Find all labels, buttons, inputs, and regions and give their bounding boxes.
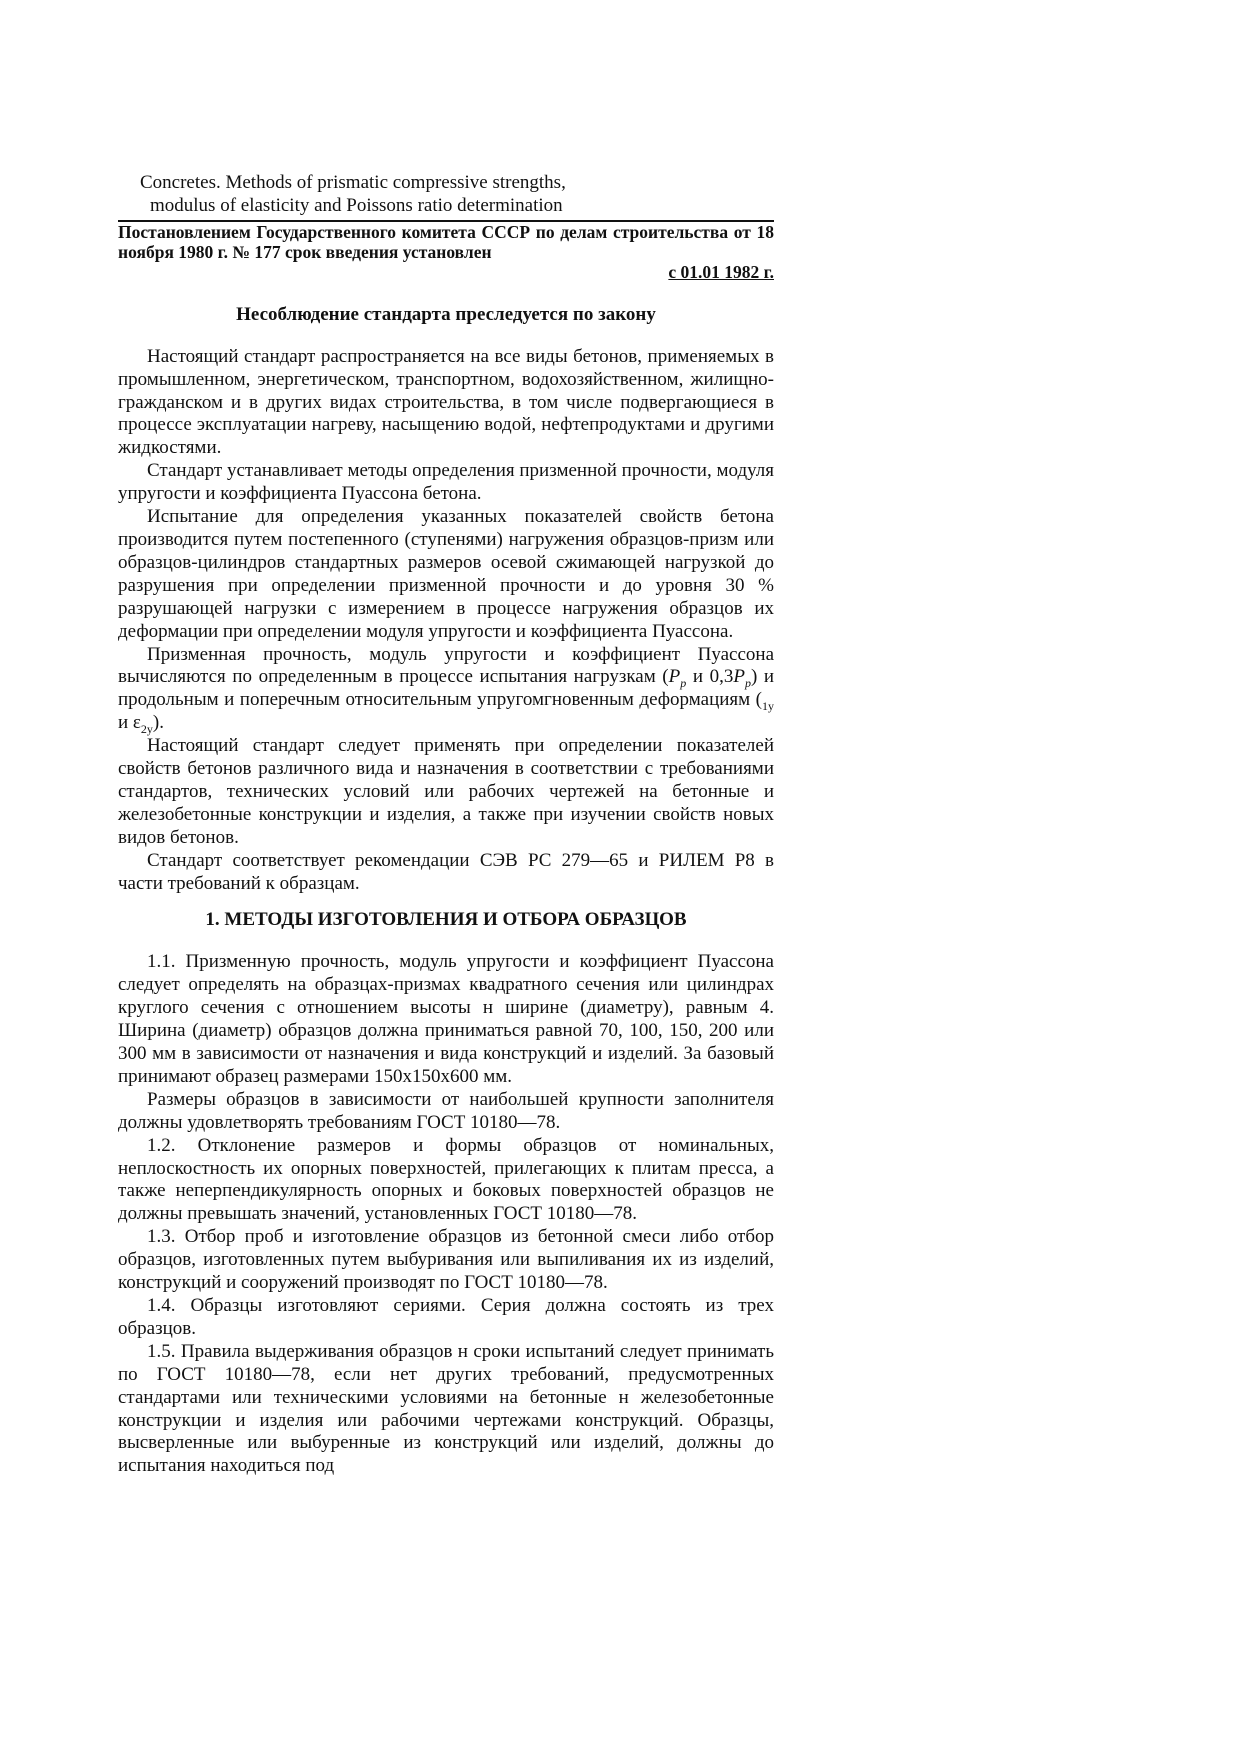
legal-notice: Несоблюдение стандарта преследуется по закону <box>236 303 656 325</box>
text-run: и ε <box>118 712 141 734</box>
intro-paragraph: Настоящий стандарт следует применять при определении показателей свойств бетонов различного вида и назначения в соответствии с требованиями стандартов, технических условий или рабочих чертежей на бетонные и железобетонные конструкции и изделия, а также при изучении свойств новых видов бетонов. <box>118 735 774 848</box>
clause-1-2: 1.2. Отклонение размеров и формы образцов от номинальных, неплоскостность их опорных поверхностей, прилегающих к плитам пресса, а также неперпендикулярность опорных и боковых поверхностей образцов не должны превышать значений, установленных ГОСТ 10180—78. <box>118 1134 774 1225</box>
subscript-1y: 1y <box>762 699 774 714</box>
intro-paragraph-formula <box>118 644 774 736</box>
text-run: ) и продольным и поперечным относительным упругомгновенным деформациям ( <box>118 666 775 711</box>
intro-paragraph: Стандарт соответствует рекомендации СЭВ РС 279—65 и РИЛЕМ Р8 в части требований к образцам. <box>118 849 774 894</box>
clause-1-3: 1.3. Отбор проб и изготовление образцов из бетонной смеси либо отбор образцов, изготовленных путем выбуривания или выпиливания их из изделий, конструкций и сооружений производят по ГОСТ 10180—78. <box>118 1226 774 1294</box>
clause-1-1: 1.1. Призменную прочность, модуль упругости и коэффициент Пуассона следует определять на образцах-призмах квадратного сечения или цилиндрах круглого сечения с отношением высоты н ширине (диаметру), равным 4. Ширина (диаметр) образцов должна приниматься равной 70, 100, 150, 200 или 300 мм в зависимости от назначения и вида конструкций и изделий. За базовый принимают образец размерами 150x150x600 мм. <box>118 951 774 1087</box>
document-page <box>118 172 774 1478</box>
english-title-line-2: modulus of elasticity and Poissons ratio determination <box>150 194 563 216</box>
subscript-p: p <box>680 676 687 691</box>
section-heading: 1. МЕТОДЫ ИЗГОТОВЛЕНИЯ И ОТБОРА ОБРАЗЦОВ <box>205 909 687 931</box>
clause-1-5: 1.5. Правила выдерживания образцов н сроки испытаний следует принимать по ГОСТ 10180—78, если нет других требований, предусмотренных стандартами или техническими условиями на бетонные н железобетонные конструкции и изделия или рабочими чертежами конструкций. Образцы, высверленные или выбуренные из конструкций или изделий, должны до испытания находиться под <box>118 1340 774 1477</box>
subscript-2y: 2y <box>140 722 153 737</box>
text-run: и 0,3 <box>686 666 734 688</box>
subscript-p: p <box>744 676 751 691</box>
intro-paragraph: Испытание для определения указанных показателей свойств бетона производится путем постепенного (ступенями) нагружения образцов-призм или образцов-цилиндров стандартных размеров осевой сжимающей нагрузкой до разрушения при определении призменной прочности и до уровня 30 % разрушающей нагрузки с измерением в процессе нагружения образцов их деформации при определении модуля упругости и коэффициента Пуассона. <box>118 506 774 642</box>
decree-block <box>118 222 774 282</box>
clause-1-1-continued: Размеры образцов в зависимости от наибольшей крупности заполнителя должны удовлетворять требованиям ГОСТ 10180—78. <box>118 1088 774 1133</box>
symbol-p: P <box>733 666 745 688</box>
symbol-p: P <box>668 666 681 688</box>
clause-1-4: 1.4. Образцы изготовляют сериями. Серия должна состоять из трех образцов. <box>118 1294 774 1339</box>
intro-paragraph: Настоящий стандарт распространяется на все виды бетонов, применяемых в промышленном, энергетическом, транспортном, водохозяйственном, жилищно-гражданском и в других видах строительства, в том числе подвергающиеся в процессе эксплуатации нагреву, насыщению водой, нефтепродуктами и другими жидкостями. <box>118 345 774 459</box>
english-title <box>118 172 774 218</box>
intro-paragraph: Стандарт устанавливает методы определения призменной прочности, модуля упругости и коэффициента Пуассона бетона. <box>118 460 774 505</box>
text-run: Призменная прочность, модуль упругости и коэффициент Пуассона вычисляются по определенным в процессе испытания нагрузкам ( <box>118 643 774 688</box>
text-run: ). <box>152 712 164 734</box>
english-title-line-1: Concretes. Methods of prismatic compressive strengths, <box>140 172 566 193</box>
decree-text: Постановлением Государственного комитета СССР по делам строительства от 18 ноября 1980 г. № 177 срок введения установлен <box>118 221 774 262</box>
effective-date: с 01.01 1982 г. <box>668 261 774 282</box>
